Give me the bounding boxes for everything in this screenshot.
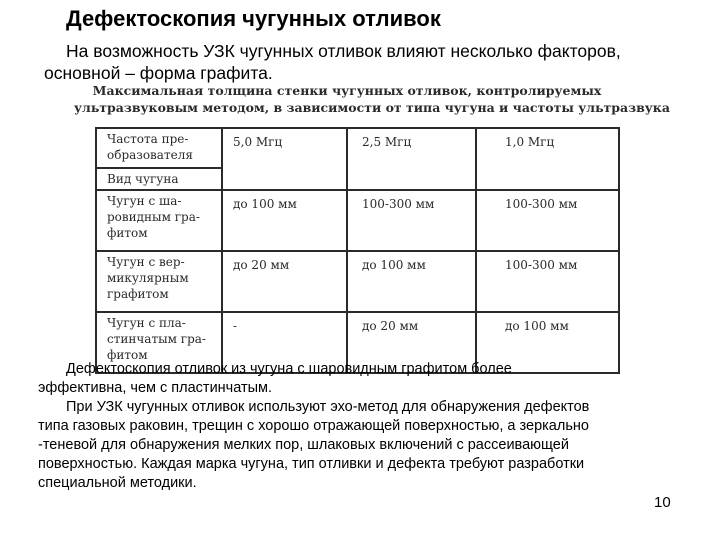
header-frequency-cell: 2,5 Мгц: [347, 128, 476, 190]
table-caption-line-1: Максимальная толщина стенки чугунных отливок, контролируемых: [92, 83, 602, 98]
intro-line-2: основной – форма графита.: [44, 63, 273, 83]
intro-line-1: На возможность УЗК чугунных отливок влияют несколько факторов,: [66, 41, 621, 61]
header-frequency-cell: 1,0 Мгц: [476, 128, 619, 190]
graphite-thickness-table: [95, 127, 620, 374]
table-caption: [74, 82, 670, 116]
table-row: [96, 251, 619, 312]
table-cell: 100-300 мм: [476, 251, 619, 312]
table-cell: до 100 мм: [347, 251, 476, 312]
header-label-cell: Частота пре- образователя: [96, 128, 222, 168]
intro-text: [44, 40, 694, 84]
table-caption-line-2: ультразвуковым методом, в зависимости от типа чугуна и частоты ультразвука: [74, 100, 670, 115]
paragraph-2-line-2: типа газовых раковин, трещин с хорошо отражающей поверхностью, а зеркально: [38, 418, 589, 434]
table-cell: до 20 мм: [347, 312, 476, 373]
table-cell: 100-300 мм: [476, 190, 619, 251]
body-text: [38, 360, 688, 493]
paragraph-2-line-4: поверхностью. Каждая марка чугуна, тип отливки и дефекта требуют разработки: [38, 456, 585, 472]
table-cell: до 100 мм: [476, 312, 619, 373]
paragraph-1-line-1: Дефектоскопия отливок из чугуна с шаровидным графитом более: [66, 361, 512, 377]
subheader-label-cell: Вид чугуна: [96, 168, 222, 190]
paragraph-2-line-1: При УЗК чугунных отливок используют эхо-метод для обнаружения дефектов: [66, 399, 590, 415]
row-label-cell: Чугун с вер- микулярным графитом: [96, 251, 222, 312]
table-header-row: [96, 128, 619, 168]
row-label-cell: Чугун с пла- стинчатым гра- фитом: [96, 312, 222, 373]
table-cell: до 100 мм: [222, 190, 347, 251]
page-number: 10: [654, 494, 671, 511]
table-row: [96, 190, 619, 251]
table-cell: -: [222, 312, 347, 373]
table-cell: до 20 мм: [222, 251, 347, 312]
paragraph-2-line-5: специальной методики.: [38, 475, 197, 491]
paragraph-1-line-2: эффективна, чем с пластинчатым.: [38, 380, 273, 396]
row-label-cell: Чугун с ша- ровидным гра- фитом: [96, 190, 222, 251]
scanned-table-image: [74, 82, 670, 374]
header-frequency-cell: 5,0 Мгц: [222, 128, 347, 190]
table-cell: 100-300 мм: [347, 190, 476, 251]
slide-title: Дефектоскопия чугунных отливок: [66, 6, 441, 31]
paragraph-2-line-3: -теневой для обнаружения мелких пор, шлаковых включений с рассеивающей: [38, 437, 569, 453]
